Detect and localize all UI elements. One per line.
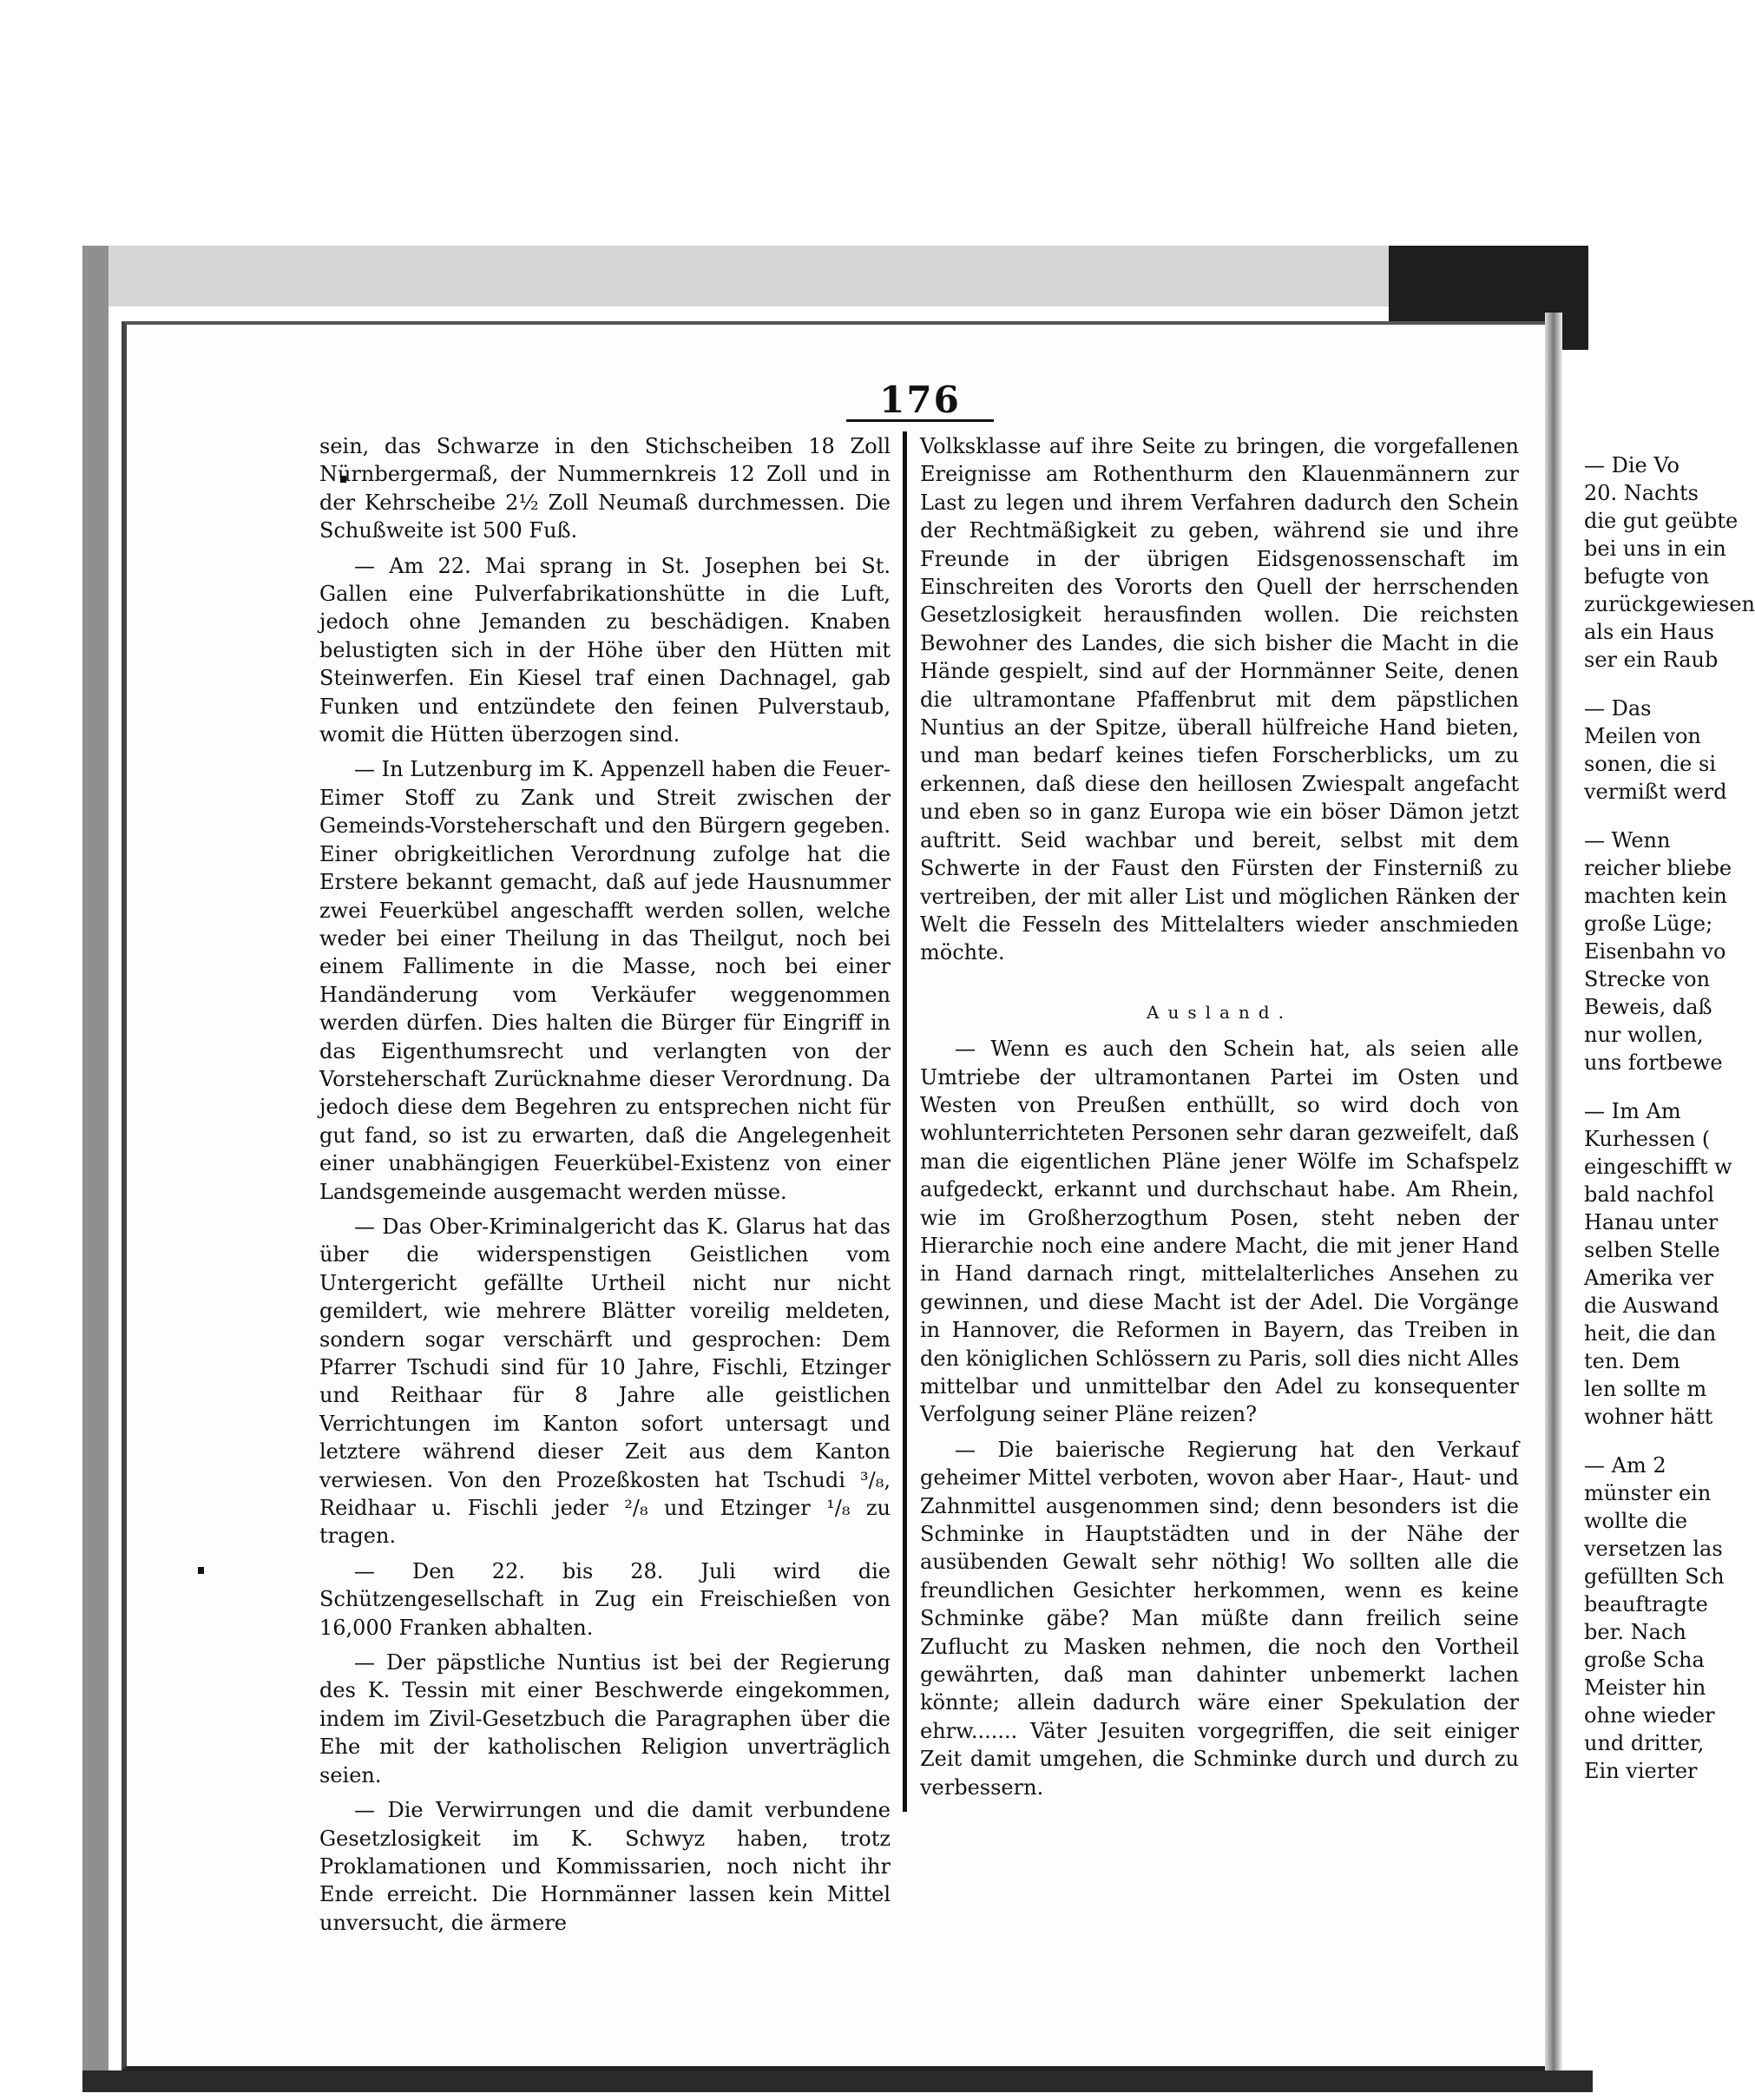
paragraph-gap [1584, 674, 1736, 695]
page-number-rule [846, 419, 994, 422]
column-divider [903, 431, 907, 1812]
next-page-line: ohne wieder [1584, 1703, 1715, 1728]
article-paragraph: — Den 22. bis 28. Juli wird die Schützengesellschaft in Zug ein Freischießen von 16,000 Franken abhalten. [319, 1558, 891, 1640]
next-page-line: Meister hin [1584, 1675, 1706, 1700]
next-page-line: Meilen von [1584, 724, 1701, 748]
next-page-line: len sollte m [1584, 1377, 1707, 1401]
next-page-line: befugte von [1584, 564, 1710, 589]
next-page-line: Eisenbahn vo [1584, 939, 1726, 964]
article-paragraph: — Die baierische Regierung hat den Verkauf geheimer Mittel verboten, wovon aber Haar-, Haut- und Zahnmittel ausgenommen sind; denn besonders ist die Schminke in Hauptstädten und in der Nähe der ausübenden Gewalt sehr nöthig! Wo sollten alle die freundlichen Gesichter herkommen, wenn es keine Schminke gäbe? Man müßte dann freilich seine Zuflucht zu Masken nehmen, die noch den Vortheil gewährten, daß man dahinter unbemerkt lachen könnte; allein dadurch wäre einer Spekulation der ehrw....... Väter Jesuiten vorgegriffen, die seit einiger Zeit damit umgehen, die Schminke durch und durch zu verbessern. [920, 1437, 1519, 1800]
next-page-line: versetzen las [1584, 1537, 1723, 1561]
next-page-line: — Das [1584, 696, 1652, 721]
next-page-line: — Wenn [1584, 828, 1671, 853]
next-page-line: bei uns in ein [1584, 537, 1726, 561]
article-paragraph: — Das Ober-Kriminalgericht das K. Glarus hat das über die widerspenstigen Geistlichen vom Untergericht gefällte Urtheil nicht nur nicht gemildert, wie mehrere Blätter voreilig meldeten, sondern sogar verschärft und gesprochen: Dem Pfarrer Tschudi sind für 10 Jahre, Fischli, Etzinger und Reithaar für 8 Jahre alle geistlichen Verrichtungen im Kanton sofort untersagt und letztere während dieser Zeit aus dem Kanton verwiesen. Von den Prozeßkosten hat Tschudi ³/₈, Reidhaar u. Fischli jeder ²/₈ und Etzinger ¹/₈ zu tragen. [319, 1214, 891, 1549]
next-page-line: sonen, die si [1584, 752, 1717, 776]
scan-bottom-edge [82, 2070, 1593, 2092]
next-page-line: große Lüge; [1584, 912, 1713, 936]
paragraph-gap [1584, 1431, 1736, 1452]
next-page-line: als ein Haus [1584, 620, 1714, 644]
book-spine-edge [82, 246, 108, 2086]
article-paragraph: — Am 22. Mai sprang in St. Josephen bei St. Gallen eine Pulverfabrikationshütte in die Luft, jedoch ohne Jemanden zu beschädigen. Knaben belustigten sich in der Höhe über den Hütten mit Steinwerfen. Ein Kiesel traf einen Dachnagel, gab Funken und entzündete den feinen Pulverstaub, womit die Hütten überzogen sind. [319, 553, 891, 747]
next-page-fragment [1584, 451, 1755, 2049]
next-page-line: wollte die [1584, 1509, 1688, 1533]
next-page-line: ten. Dem [1584, 1349, 1680, 1373]
article-paragraph: — In Lutzenburg im K. Appenzell haben die Feuer-Eimer Stoff zu Zank und Streit zwischen der Gemeinds-Vorsteherschaft und den Bürgern gegeben. Einer obrigkeitlichen Verordnung zufolge hat die Erstere bekannt gemacht, daß auf jede Hausnummer zwei Feuerkübel angeschafft werden sollen, welche weder bei einer Theilung in das Theilgut, noch bei einem Fallimente in die Masse, noch bei einer Handänderung vom Verkäufer weggenommen werden dürfen. Dies halten die Bürger für Eingriff in das Eigenthumsrecht und verlangten von der Vorsteherschaft Zurücknahme dieser Verordnung. Da jedoch diese dem Begehren zu entsprechen nicht für gut fand, so ist zu erwarten, daß die Angelegenheit einer unabhängigen Feuerkübel-Existenz von einer Landsgemeinde ausgemacht werden müsse. [319, 757, 891, 1204]
next-page-line: Ein vierter [1584, 1759, 1698, 1783]
next-page-line: bald nachfol [1584, 1182, 1715, 1207]
next-page-line: heit, die dan [1584, 1321, 1717, 1346]
article-paragraph: — Der päpstliche Nuntius ist bei der Regierung des K. Tessin mit einer Beschwerde eingekommen, indem im Zivil-Gesetzbuch die Paragraphen über die Ehe mit der katholischen Religion unverträglich seien. [319, 1650, 891, 1787]
next-page-line: große Scha [1584, 1648, 1705, 1672]
next-page-line: vermißt werd [1584, 780, 1727, 804]
next-page-line: ser ein Raub [1584, 648, 1719, 672]
page-number: 176 [879, 379, 961, 421]
next-page-line: Amerika ver [1584, 1266, 1714, 1290]
next-page-line: Kurhessen ( [1584, 1127, 1711, 1151]
next-page-line: ber. Nach [1584, 1620, 1686, 1644]
margin-mark [198, 1567, 204, 1574]
right-column [920, 432, 1519, 1808]
next-page-line: reicher bliebe [1584, 856, 1732, 880]
article-paragraph: sein, das Schwarze in den Stichscheiben 18 Zoll Nürnbergermaß, der Nummernkreis 12 Zoll und in der Kehrscheibe 2½ Zoll Neumaß durchmessen. Die Schußweite ist 500 Fuß. [319, 434, 891, 543]
next-page-line: — Im Am [1584, 1099, 1681, 1123]
next-page-line: — Am 2 [1584, 1453, 1666, 1478]
next-page-line: 20. Nachts [1584, 481, 1699, 505]
paragraph-gap [1584, 806, 1736, 826]
next-page-line: selben Stelle [1584, 1238, 1720, 1262]
next-page-line: — Die Vo [1584, 453, 1679, 477]
next-page-line: nur wollen, [1584, 1023, 1704, 1047]
next-page-line: zurückgewiesen [1584, 592, 1755, 616]
next-page-line: uns fortbewe [1584, 1050, 1723, 1075]
article-paragraph: — Die Verwirrungen und die damit verbundene Gesetzlosigkeit im K. Schwyz haben, trotz Proklamationen und Kommissarien, noch nicht ihr Ende erreicht. Die Hornmänner lassen kein Mittel unversucht, die ärmere [319, 1798, 891, 1935]
next-page-line: machten kein [1584, 884, 1727, 908]
next-page-line: münster ein [1584, 1481, 1712, 1505]
next-page-line: die Auswand [1584, 1294, 1719, 1318]
article-paragraph: — Wenn es auch den Schein hat, als seien alle Umtriebe der ultramontanen Partei im Osten und Westen von Preußen enthüllt, so wird doch von wohlunterrichteten Personen sehr daran gezweifelt, daß man die eigentlichen Pläne jener Wölfe im Schafspelz aufgedeckt, erkannt und durchschaut habe. Am Rhein, wie im Großherzogthum Posen, steht neben der Hierarchie noch eine andere Macht, die mit jener Hand in Hand darnach ringt, mittelalterliches Ansehen zu gewinnen, und diese Macht ist der Adel. Die Vorgänge in Hannover, die Reformen in Bayern, das Treiben in den königlichen Schlössern zu Paris, soll dies nicht Alles mittelbar und unmittelbar den Adel zu konsequenter Verfolgung seiner Pläne reizen? [920, 1037, 1519, 1427]
next-page-line: eingeschifft w [1584, 1155, 1732, 1179]
left-column [319, 432, 891, 1944]
article-paragraph: Volksklasse auf ihre Seite zu bringen, die vorgefallenen Ereignisse am Rothenthurm den Klauenmännern zur Last zu legen und ihrem Verfahren dadurch den Schein der Rechtmäßigkeit zu geben, während sie und ihre Freunde in der übrigen Eidsgenossenschaft im Einschreiten des Vororts den Quell der herrschenden Gesetzlosigkeit herausfinden wollen. Die reichsten Bewohner des Landes, die sich bisher die Macht in die Hände gespielt, sind auf der Hornmänner Seite, denen die ultramontane Pfaffenbrut mit dem päpstlichen Nuntius an der Spitze, überall hülfreiche Hand bieten, und man bedarf keines tiefen Forscherblicks, um zu erkennen, daß diese den heillosen Zwiespalt angefacht und eben so in ganz Europa wie ein böser Dämon jetzt auftritt. Seid wachbar und bereit, selbst mit dem Schwerte in der Faust den Fürsten der Finsterniß zu vertreiben, der mit aller List und möglichen Ränken der Welt die Fesseln des Mittelalters wieder anschmieden möchte. [920, 434, 1519, 965]
section-heading: Ausland. [1147, 1001, 1292, 1023]
next-page-line: beauftragte [1584, 1592, 1708, 1616]
next-page-line: die gut geübte [1584, 509, 1739, 533]
paragraph-gap [1584, 1076, 1736, 1097]
next-page-line: wohner hätt [1584, 1405, 1713, 1429]
next-page-line: und dritter, [1584, 1731, 1705, 1755]
next-page-line: Beweis, daß [1584, 995, 1712, 1019]
next-page-line: Hanau unter [1584, 1210, 1719, 1234]
page-fold [1545, 313, 1562, 2084]
next-page-line: Strecke von [1584, 967, 1711, 991]
scan-top-edge [82, 246, 1393, 306]
next-page-line: gefüllten Sch [1584, 1564, 1725, 1589]
